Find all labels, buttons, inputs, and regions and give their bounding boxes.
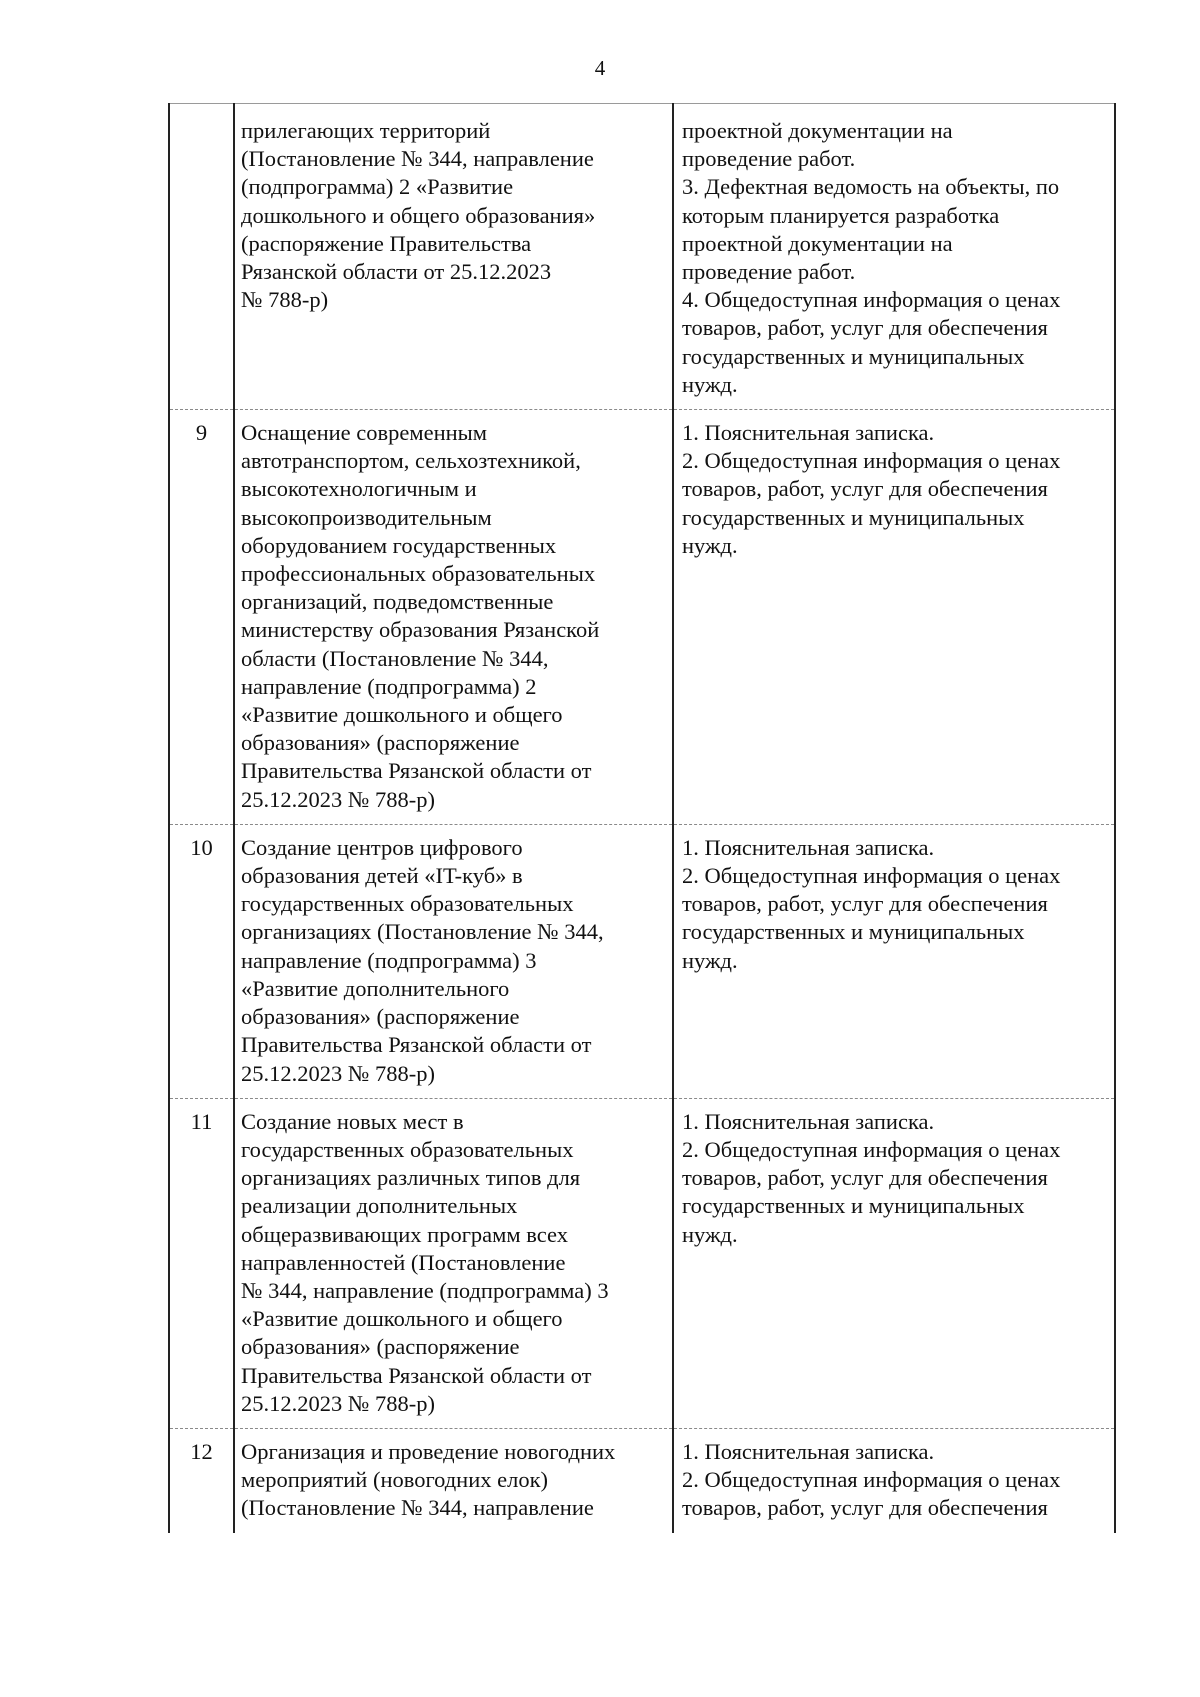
measure-name-line: направление (подпрограмма) 3 [241,947,537,973]
measure-name-line: Оснащение современным [241,420,488,446]
measure-name-line: «Развитие дошкольного и общего [241,1306,563,1332]
required-documents-line: 4. Общедоступная информация о ценах [682,287,1061,313]
measure-name-cell [234,104,673,410]
required-documents-line: 1. Пояснительная записка. [682,1438,935,1464]
required-documents-cell [673,1098,1115,1428]
measure-name-line: Правительства Рязанской области от [241,1032,592,1058]
measure-name-line: (Постановление № 344, направление [241,146,594,172]
required-documents-line: проведение работ. [682,146,856,172]
measure-name-line: образования» (распоряжение [241,730,520,756]
measure-name-line: Создание новых мест в [241,1108,464,1134]
required-documents-line: проведение работ. [682,259,856,285]
measure-name-line: оборудованием государственных [241,532,557,558]
table-row [169,824,1115,1098]
documents-table [168,103,1116,1533]
measure-name-line: (распоряжение Правительства [241,230,532,256]
required-documents-line: 1. Пояснительная записка. [682,834,935,860]
measure-name-line: образования» (распоряжение [241,1004,520,1030]
required-documents-line: 1. Пояснительная записка. [682,1108,935,1134]
row-number-cell: 11 [169,1098,234,1428]
measure-name-cell [234,824,673,1098]
required-documents-cell [673,824,1115,1098]
measure-name-line: направление (подпрограмма) 2 [241,673,537,699]
measure-name-line: министерству образования Рязанской [241,617,600,643]
measure-name-line: государственных образовательных [241,891,574,917]
page-number: 4 [594,56,606,80]
required-documents-line: государственных и муниципальных [682,504,1025,530]
measure-name-line: организациях различных типов для [241,1165,581,1191]
required-documents-line: товаров, работ, услуг для обеспечения [682,1495,1048,1521]
measure-name-line: Организация и проведение новогодних [241,1438,616,1464]
measure-name-cell [234,410,673,825]
required-documents-line: государственных и муниципальных [682,919,1025,945]
measure-name-line: прилегающих территорий [241,118,491,143]
measure-name-line: Правительства Рязанской области от [241,758,592,784]
required-documents-line: 2. Общедоступная информация о ценах [682,863,1061,889]
required-documents-line: нужд. [682,532,738,558]
measure-name-line: № 344, направление (подпрограмма) 3 [241,1277,609,1303]
measure-name-line: 25.12.2023 № 788-р) [241,786,435,812]
required-documents-line: 2. Общедоступная информация о ценах [682,1467,1061,1493]
measure-name-cell [234,1098,673,1428]
table-row [169,1098,1115,1428]
required-documents-line: 2. Общедоступная информация о ценах [682,448,1061,474]
required-documents-line: которым планируется разработка [682,202,1000,228]
required-documents-cell [673,104,1115,410]
row-number-cell: 10 [169,824,234,1098]
required-documents-line: проектной документации на [682,230,953,256]
required-documents-cell [673,1428,1115,1532]
row-number-cell: 9 [169,410,234,825]
required-documents-line: проектной документации на [682,118,953,143]
measure-name-line: № 788-р) [241,287,329,313]
required-documents-line: товаров, работ, услуг для обеспечения [682,476,1048,502]
measure-name-line: общеразвивающих программ всех [241,1221,568,1247]
measure-name-line: области (Постановление № 344, [241,645,549,671]
required-documents-line: нужд. [682,947,738,973]
measure-name-line: автотранспортом, сельхозтехникой, [241,448,581,474]
required-documents-line: 1. Пояснительная записка. [682,420,935,446]
measure-name-line: образования детей «IT-куб» в [241,863,523,889]
measure-name-line: «Развитие дошкольного и общего [241,702,563,728]
measure-name-line: государственных образовательных [241,1136,574,1162]
measure-name-line: (Постановление № 344, направление [241,1495,594,1521]
required-documents-line: государственных и муниципальных [682,1193,1025,1219]
measure-name-line: профессиональных образовательных [241,561,596,587]
measure-name-line: (подпрограмма) 2 «Развитие [241,174,514,200]
measure-name-line: Создание центров цифрового [241,834,523,860]
table-row [169,1428,1115,1532]
required-documents-line: товаров, работ, услуг для обеспечения [682,1165,1048,1191]
table-row [169,104,1115,410]
required-documents-line: нужд. [682,1221,738,1247]
required-documents-cell [673,410,1115,825]
measure-name-line: высокотехнологичным и [241,476,477,502]
measure-name-line: дошкольного и общего образования» [241,202,596,228]
required-documents-line: товаров, работ, услуг для обеспечения [682,891,1048,917]
measure-name-cell [234,1428,673,1532]
row-number-cell: 12 [169,1428,234,1532]
required-documents-line: 2. Общедоступная информация о ценах [682,1136,1061,1162]
required-documents-line: товаров, работ, услуг для обеспечения [682,315,1048,341]
required-documents-line: государственных и муниципальных [682,343,1025,369]
required-documents-line: 3. Дефектная ведомость на объекты, по [682,174,1060,200]
row-number-cell [169,104,234,410]
measure-name-line: организациях (Постановление № 344, [241,919,604,945]
measure-name-line: мероприятий (новогодних елок) [241,1467,549,1493]
table-row [169,410,1115,825]
measure-name-line: «Развитие дополнительного [241,975,510,1001]
measure-name-line: образования» (распоряжение [241,1334,520,1360]
measure-name-line: 25.12.2023 № 788-р) [241,1390,435,1416]
measure-name-line: реализации дополнительных [241,1193,518,1219]
measure-name-line: Рязанской области от 25.12.2023 [241,259,552,285]
measure-name-line: 25.12.2023 № 788-р) [241,1060,435,1086]
measure-name-line: направленностей (Постановление [241,1249,566,1275]
required-documents-line: нужд. [682,371,738,397]
measure-name-line: высокопроизводительным [241,504,492,530]
measure-name-line: Правительства Рязанской области от [241,1362,592,1388]
measure-name-line: организаций, подведомственные [241,589,554,615]
